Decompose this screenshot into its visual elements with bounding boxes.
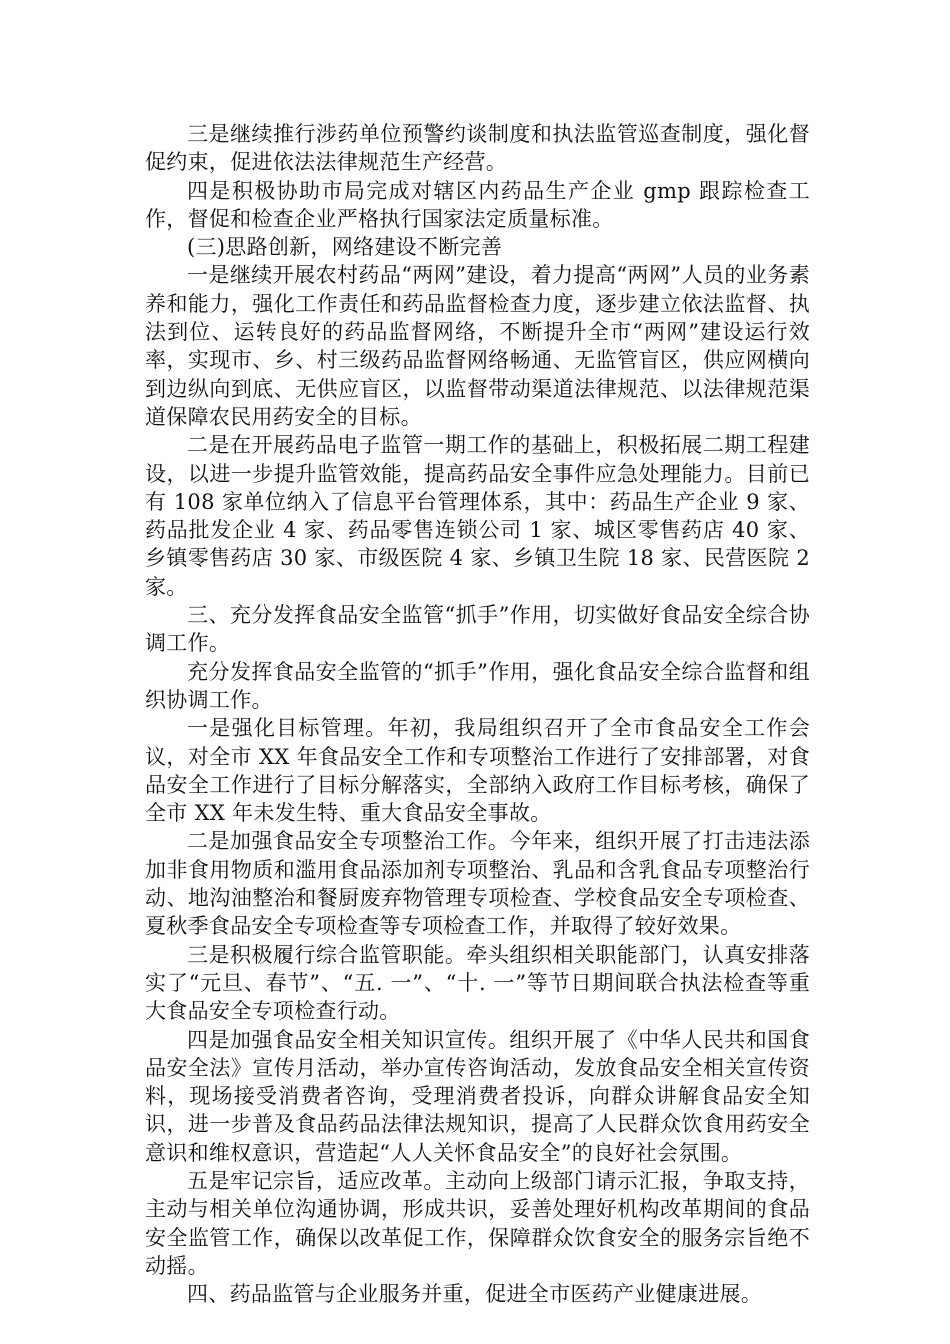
section-heading-3: (三)思路创新，网络建设不断完善 xyxy=(187,235,503,260)
paragraph-5: 二是在开展药品电子监管一期工作的基础上，积极拓展二期工程建设，以进一步提升监管效能，提高药品安全事件应急处理能力。目前已有 108 家单位纳入了信息平台管理体系，其中：药品生产企业 9 家、药品批发企业 4 家、药品零售连锁公司 1 家、城区零售药店 40 家、乡镇零售药店 30 家、市级医院 4 家、乡镇卫生院 18 家、民营医院 2 家。 xyxy=(145,433,810,599)
paragraph-1: 三是继续推行涉药单位预警约谈制度和执法监管巡查制度，强化督促约束，促进依法法律规范生产经营。 xyxy=(145,122,810,175)
paragraph-9: 二是加强食品安全专项整治工作。今年来，组织开展了打击违法添加非食用物质和滥用食品添加剂专项整治、乳品和含乳食品专项整治行动、地沟油整治和餐厨废弃物管理专项检查、学校食品安全专项检查、夏秋季食品安全专项检查等专项检查工作，并取得了较好效果。 xyxy=(145,829,810,939)
paragraph-4: 一是继续开展农村药品“两网”建设，着力提高“两网”人员的业务素养和能力，强化工作责任和药品监督检查力度，逐步建立依法监督、执法到位、运转良好的药品监督网络，不断提升全市“两网”建设运行效率，实现市、乡、村三级药品监督网络畅通、无监管盲区，供应网横向到边纵向到底、无供应盲区，以监督带动渠道法律规范、以法律规范渠道保障农民用药安全的目标。 xyxy=(145,263,810,429)
section-heading-13: 四、药品监管与企业服务并重，促进全市医药产业健康进展。 xyxy=(187,1282,763,1307)
paragraph-12: 五是牢记宗旨，适应改革。主动向上级部门请示汇报，争取支持，主动与相关单位沟通协调，形成共识，妥善处理好机构改革期间的食品安全监管工作，确保以改革促工作，保障群众饮食安全的服务宗旨绝不动摇。 xyxy=(145,1168,810,1278)
section-heading-6: 三、充分发挥食品安全监管“抓手”作用，切实做好食品安全综合协调工作。 xyxy=(145,603,810,656)
paragraph-2: 四是积极协助市局完成对辖区内药品生产企业 gmp 跟踪检查工作，督促和检查企业严格执行国家法定质量标准。 xyxy=(145,178,810,231)
document-body xyxy=(145,120,810,1308)
paragraph-7: 充分发挥食品安全监管的“抓手”作用，强化食品安全综合监督和组织协调工作。 xyxy=(145,659,810,712)
paragraph-10: 三是积极履行综合监管职能。牵头组织相关职能部门，认真安排落实了“元旦、春节”、“五. 一”、“十. 一”等节日期间联合执法检查等重大食品安全专项检查行动。 xyxy=(145,942,810,1024)
paragraph-11: 四是加强食品安全相关知识宣传。组织开展了《中华人民共和国食品安全法》宣传月活动，举办宣传咨询活动，发放食品安全相关宣传资料，现场接受消费者咨询，受理消费者投诉，向群众讲解食品安全知识，进一步普及食品药品法律法规知识，提高了人民群众饮食用药安全意识和维权意识，营造起“人人关怀食品安全”的良好社会氛围。 xyxy=(145,1027,810,1165)
paragraph-8: 一是强化目标管理。年初，我局组织召开了全市食品安全工作会议，对全市 XX 年食品安全工作和专项整治工作进行了安排部署，对食品安全工作进行了目标分解落实，全部纳入政府工作目标考核，确保了全市 XX 年未发生特、重大食品安全事故。 xyxy=(145,716,810,826)
